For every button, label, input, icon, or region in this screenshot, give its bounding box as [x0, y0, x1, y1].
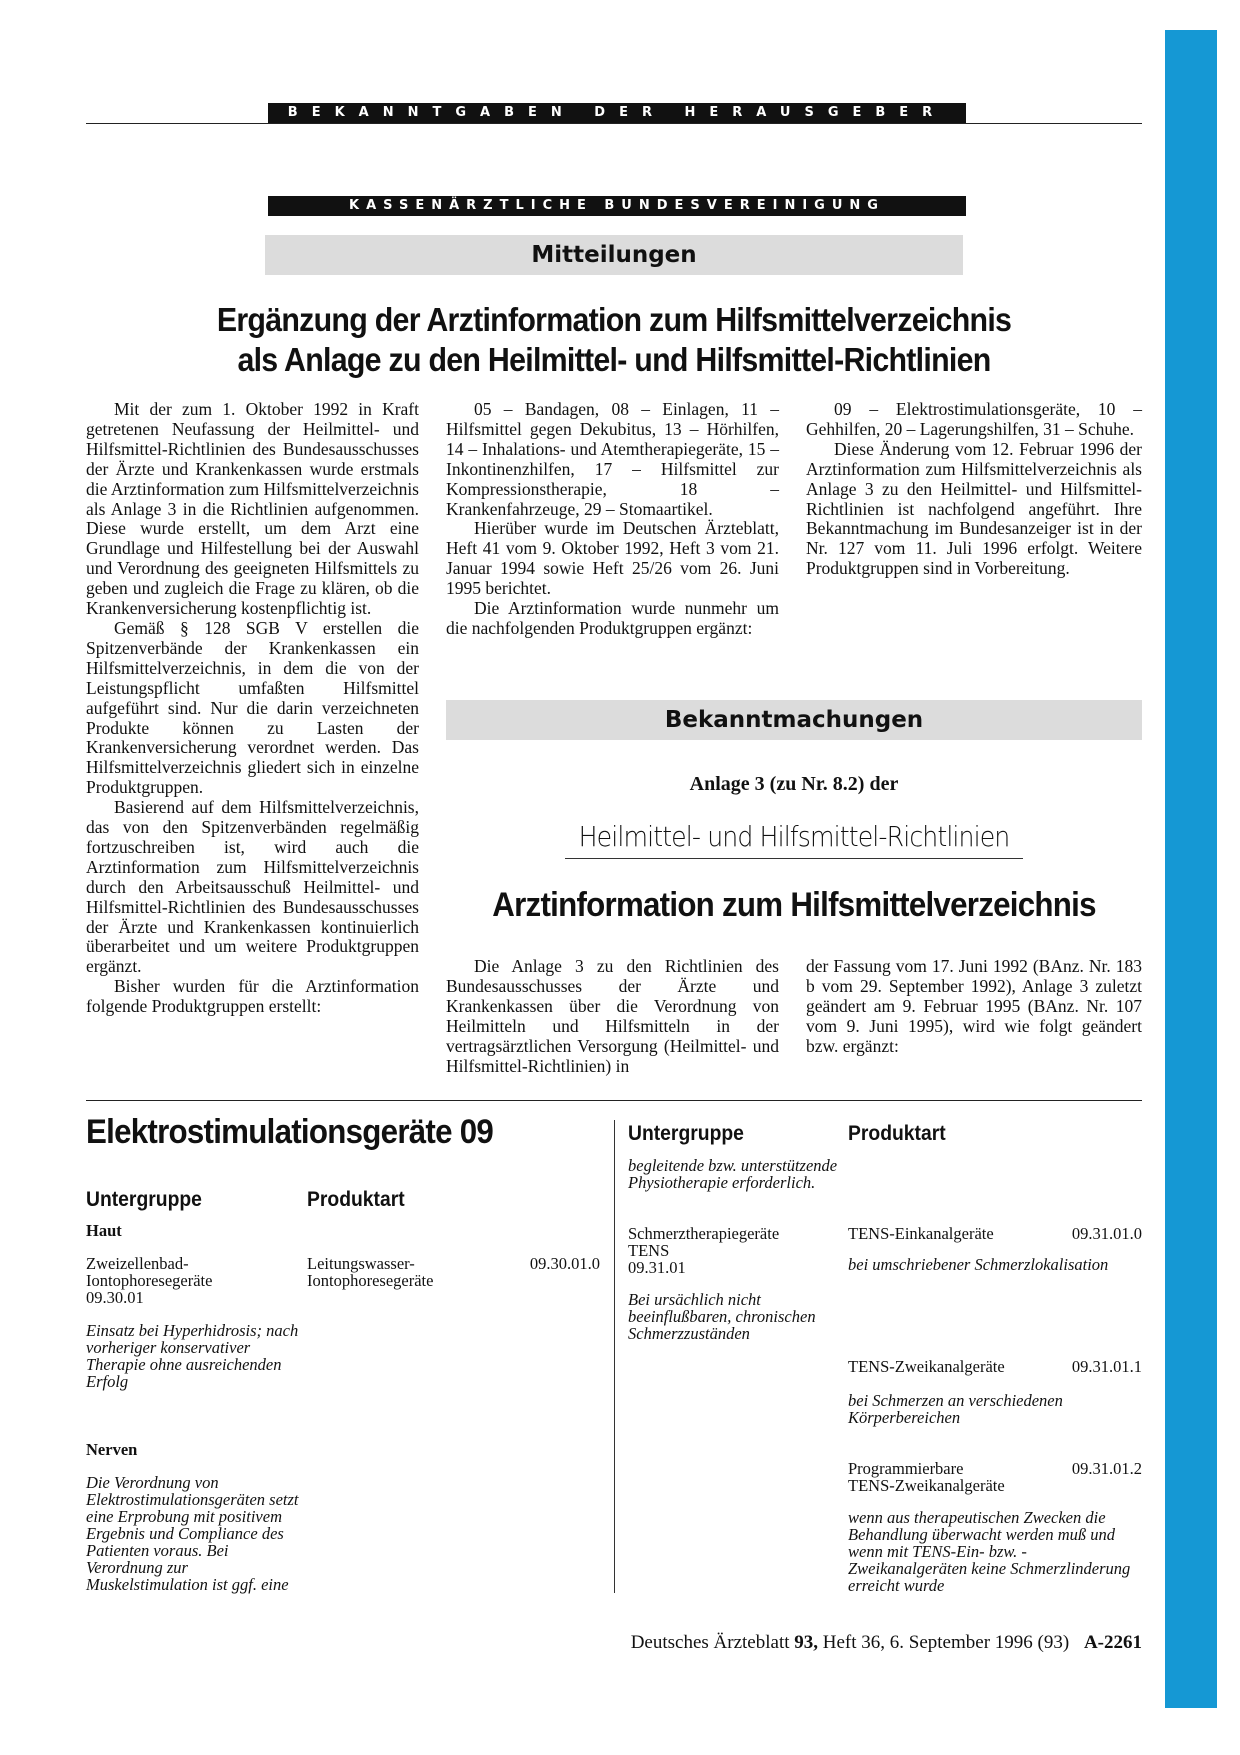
subgroup-name-line: Iontophoresegeräte: [86, 1271, 213, 1290]
org-header-bar: [268, 196, 966, 216]
product-name-line: Programmierbare: [848, 1459, 964, 1478]
category-nerven: Nerven: [86, 1440, 138, 1459]
article-column-3: [806, 400, 1142, 579]
subgroup-code: 09.31.01: [628, 1258, 686, 1277]
article-column-2: [446, 400, 779, 639]
hyperhidrosis-note: Einsatz bei Hyperhidrosis; nach vorheriger konservativer Therapie ohne ausreichenden Erfolg: [86, 1321, 299, 1391]
paragraph: Hierüber wurde im Deutschen Ärzteblatt, Heft 41 vom 9. Oktober 1992, Heft 3 vom 21. Januar 1994 sowie Heft 25/26 vom 26. Juni 1995 berichtet.: [446, 518, 779, 599]
category-haut: Haut: [86, 1221, 122, 1240]
article-column-1: [86, 400, 419, 1017]
subgroup-name-line: Zweizellenbad-: [86, 1254, 189, 1273]
tens2-note: bei Schmerzen an verschiedenen Körperbereichen: [848, 1391, 1063, 1427]
anlage-column-left: [446, 957, 779, 1076]
paragraph: 05 – Bandagen, 08 – Einlagen, 11 – Hilfsmittel gegen Dekubitus, 13 – Hörhilfen, 14 – Inhalations- und Atemtherapiegeräte, 15 – Inkontinenzhilfen, 17 – Hilfsmittel zur Kompressionstherapie, 18 – Krankenfahrzeuge, 29 – Stomaartikel.: [446, 399, 779, 519]
anlage-column-right: [806, 957, 1142, 1057]
column-divider: [614, 1120, 615, 1593]
col-header-untergruppe-right: Untergruppe: [628, 1122, 744, 1145]
page-number: A-2261: [1083, 1632, 1142, 1653]
col-header-produktart-right: Produktart: [848, 1122, 946, 1145]
header-rule: [86, 123, 1142, 124]
product-code: 09.31.01.1: [1071, 1357, 1142, 1376]
product-tens-zweikanal: TENS-Zweikanalgeräte: [848, 1357, 1005, 1376]
tens1-note: bei umschriebener Schmerzlokalisation: [848, 1255, 1109, 1274]
paragraph: der Fassung vom 17. Juni 1992 (BAnz. Nr. 183 b vom 29. September 1992), Anlage 3 zuletzt geändert am 9. Februar 1995 (BAnz. Nr. 107 vom 9. Juni 1995), wird wie folgt geändert bzw. ergänzt:: [806, 956, 1142, 1056]
anlage-line: Anlage 3 (zu Nr. 8.2) der: [689, 773, 899, 795]
article-title: [128, 300, 1100, 380]
product-group-title: Elektrostimulationsgeräte 09: [86, 1113, 494, 1151]
paragraph: Basierend auf dem Hilfsmittelverzeichnis, das von den Spitzenverbänden regelmäßig fortzuschreiben ist, wird auch die Arztinformation zum Hilfsmittelverzeichnis durch den Arbeitsausschuß Heilmittel- und Hilfsmittel-Richtlinien des Bundesausschusses der Ärzte und Krankenkassen kontinuierlich überarbeitet und um weitere Produktgruppen ergänzt.: [86, 797, 419, 977]
subgroup-name-line: Schmerztherapiegeräte: [628, 1224, 780, 1243]
programmierbar-note: wenn aus therapeutischen Zwecken die Behandlung überwacht werden muß und wenn mit TENS-Ein- bzw. -Zweikanalgeräten keine Schmerzlinderung erreicht wurde: [848, 1508, 1131, 1595]
paragraph: Gemäß § 128 SGB V erstellen die Spitzenverbände der Krankenkassen ein Hilfsmittelverzeichnis, in dem die von der Leistungspflicht umfaßten Hilfsmittel aufgeführt sind. Nur die darin verzeichneten Produkte können zu Lasten der Krankenversicherung verordnet werden. Das Hilfsmittelverzeichnis gliedert sich in einzelne Produktgruppen.: [86, 617, 419, 798]
product-tens-einkanal: TENS-Einkanalgeräte: [848, 1224, 994, 1243]
subgroup-name-line: TENS: [628, 1241, 670, 1260]
paragraph: Diese Änderung vom 12. Februar 1996 der Arztinformation zum Hilfsmittelverzeichnis als Anlage 3 zu den Heilmittel- und Hilfsmittel-Richtlinien ist nachfolgend angeführt. Ihre Bekanntmachung im Bundesanzeiger ist in der Nr. 127 vom 11. Juli 1996 erfolgt. Weitere Produktgruppen sind in Vorbereitung.: [806, 438, 1142, 579]
subgroup-code: 09.30.01: [86, 1288, 144, 1307]
section-label: BEKANNTGABEN DER HERAUSGEBER: [287, 105, 947, 120]
col-header-produktart: Produktart: [307, 1188, 405, 1211]
product-code: 09.31.01.2: [1071, 1459, 1142, 1478]
bekanntmachungen-band: [446, 700, 1142, 740]
paragraph: Die Arztinformation wurde nunmehr um die nachfolgenden Produktgruppen ergänzt:: [446, 598, 779, 638]
mitteilungen-label: Mitteilungen: [531, 242, 697, 268]
article-title-line1: Ergänzung der Arztinformation zum Hilfsmittelverzeichnis: [216, 301, 1012, 338]
org-label: KASSENÄRZTLICHE BUNDESVEREINIGUNG: [349, 198, 885, 213]
physiotherapie-note: begleitende bzw. unterstützende Physiotherapie erforderlich.: [628, 1156, 838, 1192]
paragraph: Die Anlage 3 zu den Richtlinien des Bundesausschusses der Ärzte und Krankenkassen über die Verordnung von Heilmitteln und Hilfsmitteln in der vertragsärztlichen Versorgung (Heilmittel- und Hilfsmittel-Richtlinien) in: [446, 956, 779, 1076]
product-name-line: Iontophoresegeräte: [307, 1271, 434, 1290]
blue-margin-bar: [1165, 30, 1217, 1708]
bekanntmachungen-label: Bekanntmachungen: [664, 707, 924, 733]
richtlinien-subtitle: Heilmittel- und Hilfsmittel-Richtlinien: [578, 820, 1010, 853]
product-name-line: Leitungswasser-: [307, 1254, 415, 1273]
arztinformation-heading: Arztinformation zum Hilfsmittelverzeichnis: [492, 886, 1096, 924]
schmerz-note: Bei ursächlich nicht beeinflußbaren, chronischen Schmerzzuständen: [628, 1290, 816, 1343]
product-leitungswasser: [307, 1255, 507, 1289]
product-programmierbar: [848, 1460, 1048, 1494]
nerven-note: Die Verordnung von Elektrostimulationsgeräten setzt eine Erprobung mit positivem Ergebnis und Compliance des Patienten voraus. Bei Verordnung zur Muskelstimulation ist ggf. eine: [86, 1473, 299, 1594]
product-name-line: TENS-Zweikanalgeräte: [848, 1476, 1005, 1495]
page-footer: [600, 1632, 1142, 1654]
subgroup-schmerztherapie: [628, 1225, 838, 1276]
article-title-line2: als Anlage zu den Heilmittel- und Hilfsmittel-Richtlinien: [237, 341, 991, 378]
journal-name: Deutsches Ärzteblatt: [630, 1632, 790, 1653]
paragraph: Mit der zum 1. Oktober 1992 in Kraft getretenen Neufassung der Heilmittel- und Hilfsmittel-Richtlinien des Bundesausschusses der Ärzte und Krankenkassen wurde erstmals die Arztinformation zum Hilfsmittelverzeichnis als Anlage 3 in die Richtlinien aufgenommen. Diese wurde erstellt, um dem Arzt eine Grundlage und Hilfestellung bei der Auswahl und Verordnung des geeigneten Hilfsmittels zu geben und zugleich die Frage zu klären, ob die Krankenversicherung kostenpflichtig ist.: [86, 399, 419, 619]
section-divider: [86, 1100, 1142, 1101]
section-header-bar: [268, 103, 966, 123]
paragraph: 09 – Elektrostimulationsgeräte, 10 – Gehhilfen, 20 – Lagerungshilfen, 31 – Schuhe.: [806, 399, 1142, 439]
subtitle-underline: [565, 858, 1023, 859]
volume: 93,: [794, 1632, 819, 1653]
paragraph: Bisher wurden für die Arztinformation folgende Produktgruppen erstellt:: [86, 976, 419, 1017]
product-code: 09.31.01.0: [1071, 1224, 1142, 1243]
col-header-untergruppe: Untergruppe: [86, 1188, 202, 1211]
mitteilungen-band: [265, 235, 963, 275]
subgroup-zweizellenbad: [86, 1255, 286, 1306]
issue-info: Heft 36, 6. September 1996 (93): [822, 1632, 1070, 1653]
product-code: 09.30.01.0: [529, 1254, 600, 1273]
